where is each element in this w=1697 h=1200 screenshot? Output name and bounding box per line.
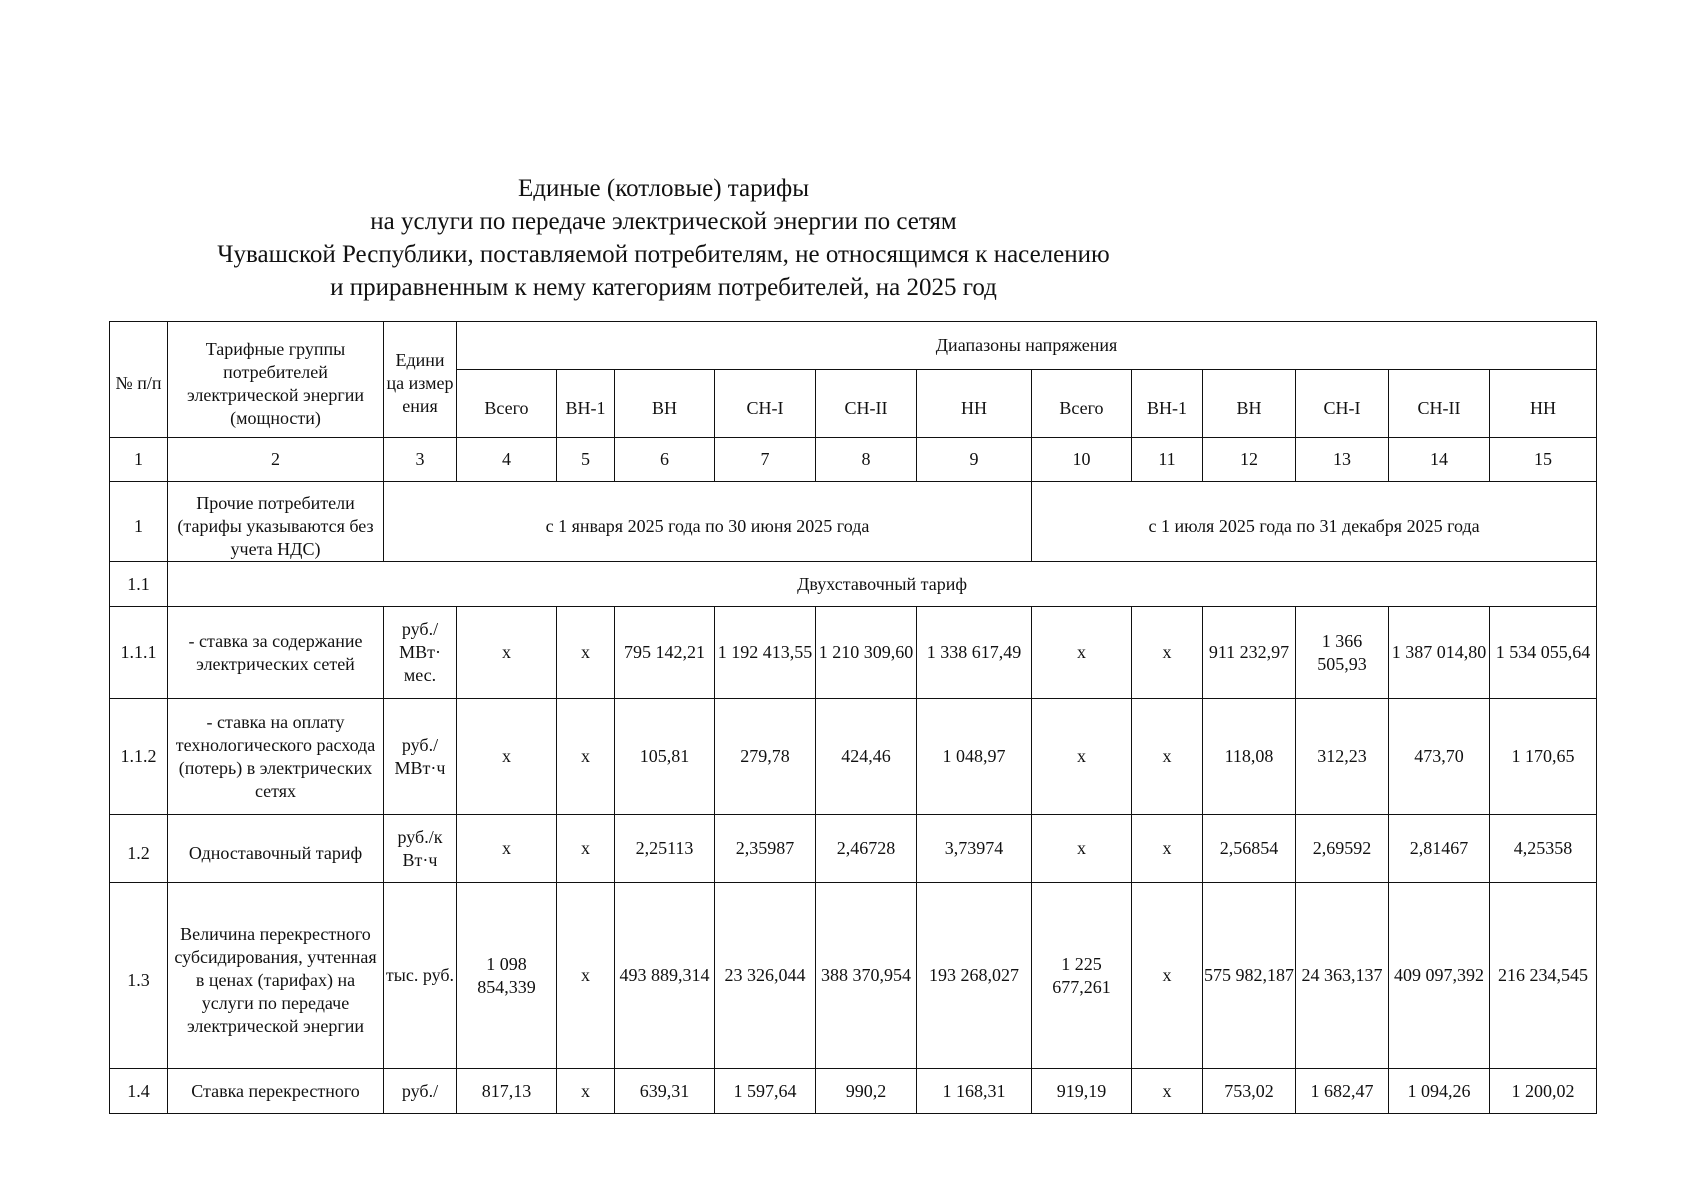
- value-cell: 193 268,027: [917, 883, 1032, 1069]
- title-line-4: и приравненным к нему категориям потребителей, на 2025 год: [330, 274, 997, 301]
- col-number: 12: [1203, 438, 1296, 482]
- period-first-half: с 1 января 2025 года по 30 июня 2025 года: [384, 482, 1032, 562]
- header-sub-2: ВН-1: [557, 370, 615, 438]
- value-cell: х: [1132, 607, 1203, 699]
- col-number: 6: [615, 438, 715, 482]
- header-sub-5: СН-II: [816, 370, 917, 438]
- value-cell: х: [1032, 607, 1132, 699]
- value-cell: х: [557, 699, 615, 815]
- header-num: № п/п: [110, 322, 168, 438]
- value-cell: х: [557, 815, 615, 883]
- value-cell: 1 098 854,339: [457, 883, 557, 1069]
- row-num: 1.4: [110, 1069, 168, 1114]
- row-unit: тыс. руб.: [384, 883, 457, 1069]
- header-sub-12: НН: [1490, 370, 1597, 438]
- value-cell: 1 366 505,93: [1296, 607, 1389, 699]
- value-cell: х: [457, 699, 557, 815]
- table-row: [110, 815, 1597, 883]
- value-cell: 312,23: [1296, 699, 1389, 815]
- value-cell: 1 225 677,261: [1032, 883, 1132, 1069]
- value-cell: 279,78: [715, 699, 816, 815]
- value-cell: 911 232,97: [1203, 607, 1296, 699]
- table-row: [110, 482, 1597, 562]
- header-sub-11: СН-II: [1389, 370, 1490, 438]
- value-cell: 2,35987: [715, 815, 816, 883]
- value-cell: х: [457, 607, 557, 699]
- value-cell: 1 168,31: [917, 1069, 1032, 1114]
- header-sub-3: ВН: [615, 370, 715, 438]
- value-cell: 118,08: [1203, 699, 1296, 815]
- col-number: 13: [1296, 438, 1389, 482]
- value-cell: 493 889,314: [615, 883, 715, 1069]
- table-row: [110, 883, 1597, 1069]
- col-number: 3: [384, 438, 457, 482]
- value-cell: 753,02: [1203, 1069, 1296, 1114]
- col-number: 11: [1132, 438, 1203, 482]
- value-cell: 990,2: [816, 1069, 917, 1114]
- value-cell: 1 597,64: [715, 1069, 816, 1114]
- row-num: 1.2: [110, 815, 168, 883]
- column-numbers-row: [110, 438, 1597, 482]
- value-cell: х: [1032, 815, 1132, 883]
- row-num: 1.1.2: [110, 699, 168, 815]
- title-line-3: Чувашской Республики, поставляемой потребителям, не относящимся к населению: [217, 241, 1110, 268]
- value-cell: 216 234,545: [1490, 883, 1597, 1069]
- row-num: 1.1: [110, 562, 168, 607]
- value-cell: х: [1132, 815, 1203, 883]
- value-cell: 817,13: [457, 1069, 557, 1114]
- col-number: 7: [715, 438, 816, 482]
- value-cell: 575 982,187: [1203, 883, 1296, 1069]
- value-cell: х: [1132, 883, 1203, 1069]
- value-cell: 1 387 014,80: [1389, 607, 1490, 699]
- col-number: 10: [1032, 438, 1132, 482]
- value-cell: 424,46: [816, 699, 917, 815]
- row-name: Ставка перекрестного: [168, 1069, 384, 1114]
- col-number: 14: [1389, 438, 1490, 482]
- header-sub-1: Всего: [457, 370, 557, 438]
- value-cell: 24 363,137: [1296, 883, 1389, 1069]
- value-cell: х: [557, 1069, 615, 1114]
- row-name: Одноставочный тариф: [168, 815, 384, 883]
- row-name: - ставка на оплату технологического расхода (потерь) в электрических сетях: [168, 699, 384, 815]
- value-cell: х: [557, 883, 615, 1069]
- value-cell: 2,46728: [816, 815, 917, 883]
- value-cell: 2,69592: [1296, 815, 1389, 883]
- value-cell: 3,73974: [917, 815, 1032, 883]
- value-cell: х: [1132, 1069, 1203, 1114]
- header-sub-4: СН-I: [715, 370, 816, 438]
- row-num: 1: [110, 482, 168, 562]
- col-number: 8: [816, 438, 917, 482]
- value-cell: 1 094,26: [1389, 1069, 1490, 1114]
- tariff-table: [109, 321, 1597, 1114]
- header-sub-7: Всего: [1032, 370, 1132, 438]
- col-number: 15: [1490, 438, 1597, 482]
- value-cell: 105,81: [615, 699, 715, 815]
- header-sub-8: ВН-1: [1132, 370, 1203, 438]
- header-group: Тарифные группы потребителей электрической энергии (мощности): [168, 322, 384, 438]
- value-cell: х: [1032, 699, 1132, 815]
- col-number: 1: [110, 438, 168, 482]
- value-cell: 4,25358: [1490, 815, 1597, 883]
- value-cell: 2,81467: [1389, 815, 1490, 883]
- row-name: - ставка за содержание электрических сетей: [168, 607, 384, 699]
- row-num: 1.1.1: [110, 607, 168, 699]
- title-line-2: на услуги по передаче электрической энергии по сетям: [370, 208, 957, 235]
- value-cell: х: [1132, 699, 1203, 815]
- value-cell: 919,19: [1032, 1069, 1132, 1114]
- value-cell: 795 142,21: [615, 607, 715, 699]
- col-number: 9: [917, 438, 1032, 482]
- row-unit: руб./ МВт·ч: [384, 699, 457, 815]
- row-name: Прочие потребители (тарифы указываются без учета НДС): [168, 482, 384, 562]
- header-sub-6: НН: [917, 370, 1032, 438]
- value-cell: 639,31: [615, 1069, 715, 1114]
- value-cell: 1 338 617,49: [917, 607, 1032, 699]
- row-name: Величина перекрестного субсидирования, учтенная в ценах (тарифах) на услуги по передаче электрической энергии: [168, 883, 384, 1069]
- value-cell: 1 534 055,64: [1490, 607, 1597, 699]
- header-row-1: [110, 322, 1597, 370]
- col-number: 4: [457, 438, 557, 482]
- value-cell: 1 048,97: [917, 699, 1032, 815]
- value-cell: 2,56854: [1203, 815, 1296, 883]
- row-num: 1.3: [110, 883, 168, 1069]
- title-line-1: Единые (котловые) тарифы: [517, 175, 809, 202]
- header-unit: Едини ца измер ения: [384, 322, 457, 438]
- value-cell: 388 370,954: [816, 883, 917, 1069]
- col-number: 5: [557, 438, 615, 482]
- value-cell: 1 170,65: [1490, 699, 1597, 815]
- value-cell: 2,25113: [615, 815, 715, 883]
- value-cell: 1 682,47: [1296, 1069, 1389, 1114]
- header-sub-9: ВН: [1203, 370, 1296, 438]
- value-cell: 1 192 413,55: [715, 607, 816, 699]
- col-number: 2: [168, 438, 384, 482]
- row-unit: руб./ МВт· мес.: [384, 607, 457, 699]
- table-row: [110, 1069, 1597, 1114]
- value-cell: х: [557, 607, 615, 699]
- header-voltage-ranges: Диапазоны напряжения: [457, 322, 1597, 370]
- value-cell: 473,70: [1389, 699, 1490, 815]
- table-row: [110, 562, 1597, 607]
- header-sub-10: СН-I: [1296, 370, 1389, 438]
- row-unit: руб./к Вт·ч: [384, 815, 457, 883]
- row-name: Двухставочный тариф: [168, 562, 1597, 607]
- period-second-half: с 1 июля 2025 года по 31 декабря 2025 года: [1032, 482, 1597, 562]
- table-row: [110, 699, 1597, 815]
- value-cell: 409 097,392: [1389, 883, 1490, 1069]
- value-cell: 1 210 309,60: [816, 607, 917, 699]
- row-unit: руб./: [384, 1069, 457, 1114]
- document-title: [0, 172, 1327, 304]
- table-row: [110, 607, 1597, 699]
- value-cell: 23 326,044: [715, 883, 816, 1069]
- value-cell: 1 200,02: [1490, 1069, 1597, 1114]
- value-cell: х: [457, 815, 557, 883]
